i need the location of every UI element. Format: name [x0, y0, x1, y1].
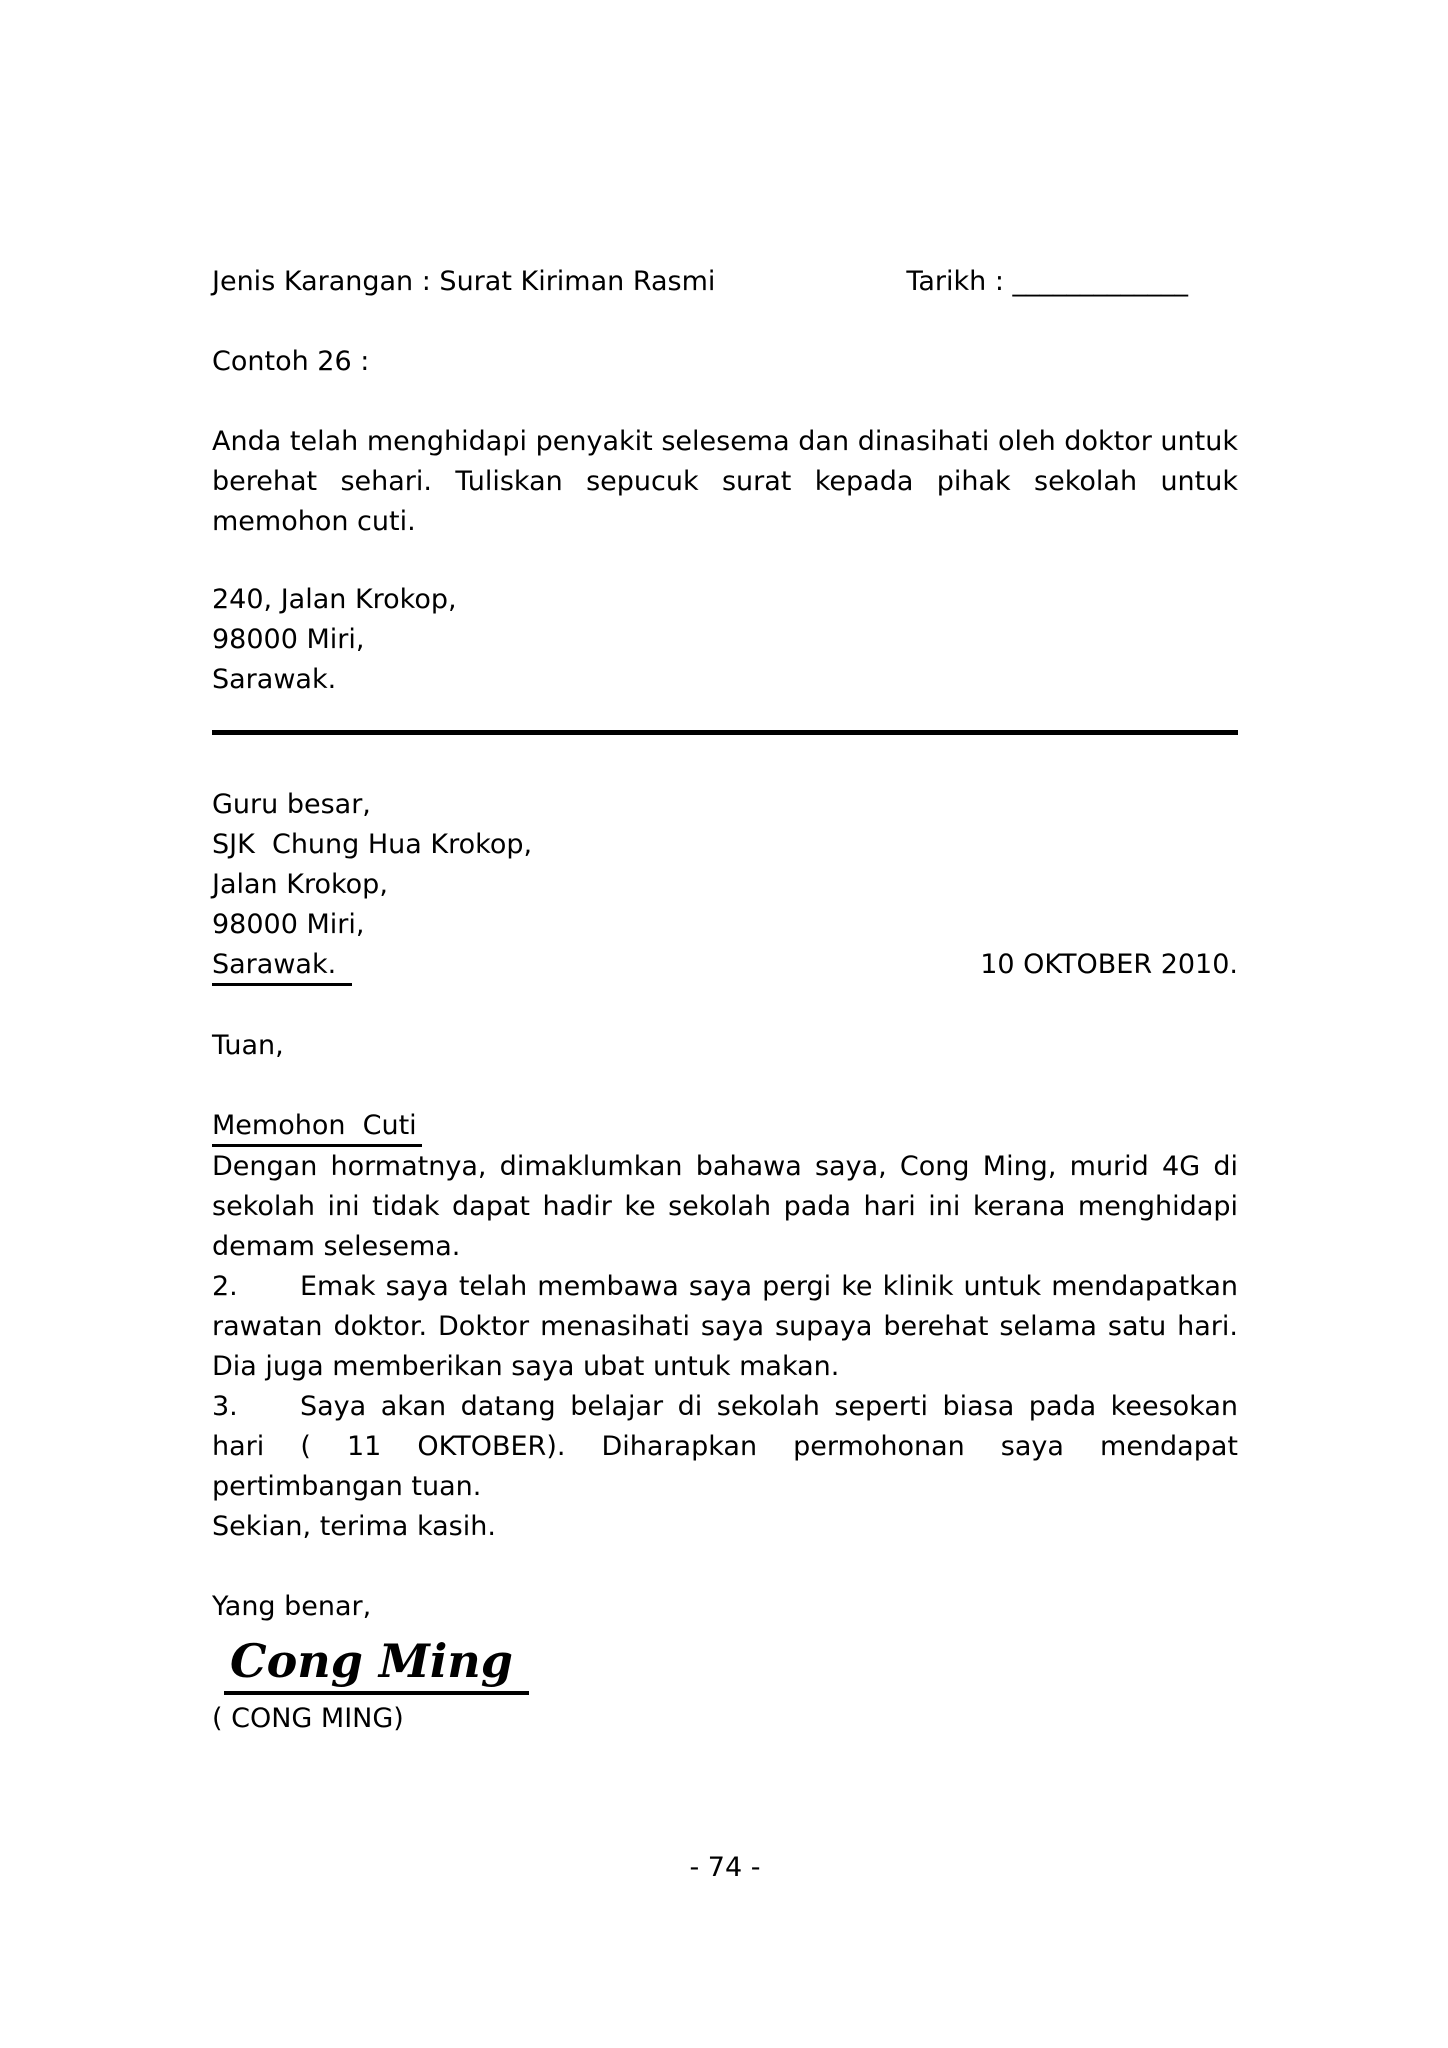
- signer-name: ( CONG MING): [212, 1703, 404, 1734]
- example-label: Contoh 26 :: [212, 346, 370, 377]
- paragraph-text: Saya akan datang belajar di sekolah seperti biasa pada keesokan hari ( 11 OKTOBER). Diharapkan permohonan saya mendapat pertimbangan tuan.: [212, 1391, 1238, 1502]
- paragraph-text: Emak saya telah membawa saya pergi ke klinik untuk mendapatkan rawatan doktor. Doktor menasihati saya supaya berehat selama satu hari. Dia juga memberikan saya ubat untuk makan.: [212, 1271, 1238, 1382]
- sender-address: [212, 580, 1238, 700]
- recipient-address-line: Jalan Krokop,: [212, 869, 388, 900]
- salutation: Tuan,: [212, 1030, 284, 1061]
- task-prompt: Anda telah menghidapi penyakit selesema dan dinasihati oleh doktor untuk berehat sehari. Tuliskan sepucuk surat kepada pihak sekolah untuk memohon cuti.: [212, 426, 1238, 537]
- subject-line: [212, 1106, 1238, 1147]
- signature-block: [212, 1633, 1238, 1695]
- paragraph-text: Sekian, terima kasih.: [212, 1511, 496, 1542]
- signature: Cong Ming: [224, 1633, 529, 1695]
- paragraph-number: 3.: [212, 1391, 238, 1422]
- date-field: [906, 262, 1188, 302]
- page-number: - 74 -: [689, 1852, 761, 1883]
- letter-body: [212, 1147, 1238, 1547]
- sender-address-line: 98000 Miri,: [212, 624, 365, 655]
- header-row: [212, 262, 1238, 302]
- recipient-address: [212, 785, 1238, 986]
- paragraph-text: Dengan hormatnya, dimaklumkan bahawa saya, Cong Ming, murid 4G di sekolah ini tidak dapat hadir ke sekolah pada hari ini kerana menghidapi demam selesema.: [212, 1151, 1238, 1262]
- subject-heading: Memohon Cuti: [212, 1107, 422, 1147]
- recipient-address-line: SJK Chung Hua Krokop,: [212, 829, 533, 860]
- recipient-last-row: [212, 945, 1238, 986]
- sender-address-line: 240, Jalan Krokop,: [212, 584, 457, 615]
- letter-date: 10 OKTOBER 2010.: [980, 949, 1238, 980]
- recipient-address-line-underlined: Sarawak.: [212, 946, 352, 986]
- closing: Yang benar,: [212, 1591, 372, 1622]
- recipient-address-line: 98000 Miri,: [212, 909, 365, 940]
- divider-line: [212, 730, 1238, 735]
- body-paragraph: [212, 1267, 1238, 1387]
- paragraph-number: 2.: [212, 1271, 238, 1302]
- sender-address-line: Sarawak.: [212, 664, 337, 695]
- date-blank-line: _____________: [1012, 266, 1188, 297]
- body-paragraph: [212, 1507, 1238, 1547]
- body-paragraph: [212, 1147, 1238, 1267]
- date-label: Tarikh :: [906, 266, 1013, 297]
- essay-type-label: Jenis Karangan : Surat Kiriman Rasmi: [212, 266, 716, 297]
- body-paragraph: [212, 1387, 1238, 1507]
- recipient-address-line: Guru besar,: [212, 789, 371, 820]
